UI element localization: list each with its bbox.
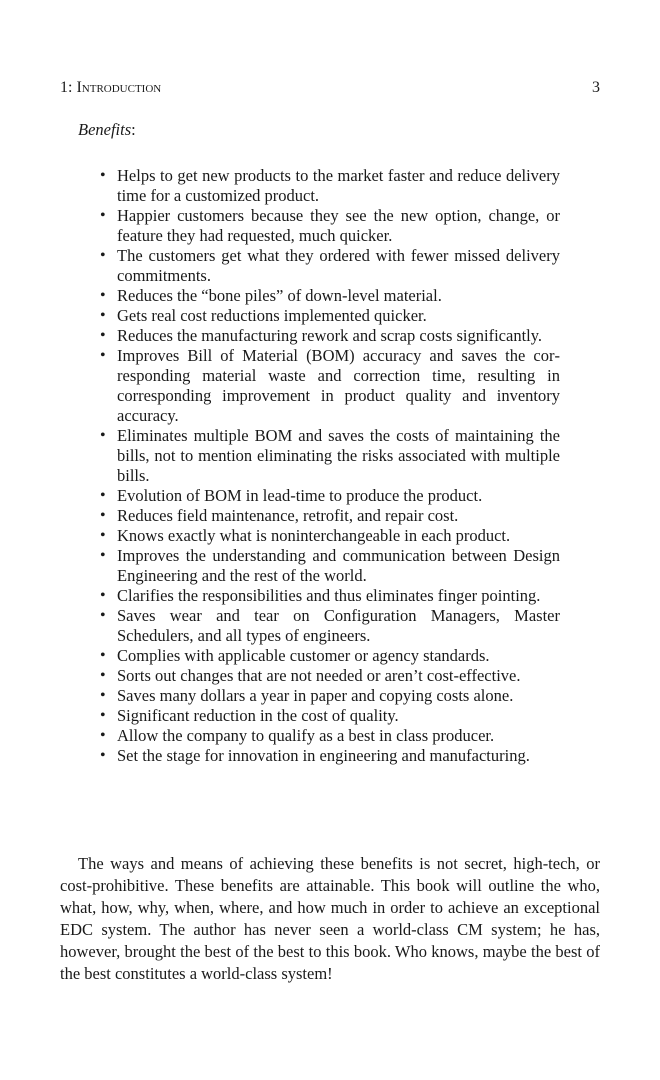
list-item-text: Sorts out changes that are not needed or aren’t cost-effective. [117,666,521,685]
list-item-text: Saves wear and tear on Configuration Managers, Master Schedulers, and all types of engineers. [117,606,560,645]
benefits-label [78,120,136,140]
list-item-text: Reduces the “bone piles” of down-level material. [117,286,442,305]
list-item [100,586,560,606]
list-item [100,506,560,526]
list-item-text: Gets real cost reductions implemented quicker. [117,306,427,325]
running-head [60,78,600,98]
bullet-icon: • [100,487,106,504]
list-item-text: Set the stage for innovation in engineering and manufacturing. [117,746,530,765]
list-item-text: Saves many dollars a year in paper and copying costs alone. [117,686,514,705]
bullet-icon: • [100,507,106,524]
page-number: 3 [592,79,600,96]
list-item-text: Improves the understanding and communication between Design Engineering and the rest of the world. [117,546,560,585]
bullet-icon: • [100,167,106,184]
bullet-icon: • [100,687,106,704]
benefits-list [100,166,560,766]
bullet-icon: • [100,667,106,684]
list-item-text: Complies with applicable customer or agency standards. [117,646,490,665]
benefits-label-colon: : [131,120,136,139]
bullet-icon: • [100,287,106,304]
list-item [100,426,560,486]
bullet-icon: • [100,547,106,564]
list-item [100,206,560,246]
list-item-text: Significant reduction in the cost of quality. [117,706,399,725]
benefits-label-text: Benefits [78,120,132,139]
list-item [100,686,560,706]
list-item-text: Reduces field maintenance, retrofit, and repair cost. [117,506,459,525]
list-item [100,606,560,646]
list-item [100,286,560,306]
list-item-text: Helps to get new products to the market faster and reduce delivery time for a customized product. [117,166,560,205]
list-item [100,246,560,286]
list-item-text: Clarifies the responsibilities and thus eliminates finger pointing. [117,586,541,605]
bullet-icon: • [100,247,106,264]
list-item-text: Reduces the manufacturing rework and scrap costs significantly. [117,326,543,345]
list-item-text: Allow the company to qualify as a best in class producer. [117,726,495,745]
chapter-title: Introduction [76,79,162,96]
list-item [100,666,560,686]
list-item [100,706,560,726]
list-item [100,326,560,346]
bullet-icon: • [100,647,106,664]
list-item [100,526,560,546]
list-item-text: Happier customers because they see the new option, change, or feature they had requested, much quicker. [117,206,560,245]
bullet-icon: • [100,587,106,604]
list-item-text: Improves Bill of Material (BOM) accuracy and saves the corresponding material waste and correction time, resulting in corresponding improvement in product quality and inventory accuracy. [117,346,560,425]
list-item-text: Knows exactly what is noninterchangeable in each product. [117,526,511,545]
bullet-icon: • [100,347,106,364]
bullet-icon: • [100,427,106,444]
list-item [100,546,560,586]
list-item [100,166,560,206]
list-item-text: Eliminates multiple BOM and saves the costs of maintaining the bills, not to mention eliminating the risks associated with multiple bills. [117,426,560,485]
bullet-icon: • [100,527,106,544]
chapter-number: 1: [60,79,73,96]
closing-paragraph: The ways and means of achieving these benefits is not secret, high-tech, or cost-prohibitive. These benefits are attainable. This book will outline the who, what, how, why, when, where, and how much in order to achieve an exceptional EDC system. The author has never seen a world-class CM system; he has, however, brought the best of the best to this book. Who knows, maybe the best of the best constitutes a world-class system! [60,854,600,983]
list-item [100,746,560,766]
bullet-icon: • [100,207,106,224]
bullet-icon: • [100,307,106,324]
bullet-icon: • [100,707,106,724]
list-item [100,726,560,746]
chapter-heading [60,78,161,98]
list-item [100,306,560,326]
bullet-icon: • [100,747,106,764]
bullet-icon: • [100,727,106,744]
bullet-icon: • [100,607,106,624]
list-item [100,346,560,426]
bullet-icon: • [100,327,106,344]
list-item [100,486,560,506]
list-item [100,646,560,666]
list-item-text: Evolution of BOM in lead-time to produce the product. [117,486,483,505]
list-item-text: The customers get what they ordered with fewer missed delivery commitments. [117,246,560,285]
